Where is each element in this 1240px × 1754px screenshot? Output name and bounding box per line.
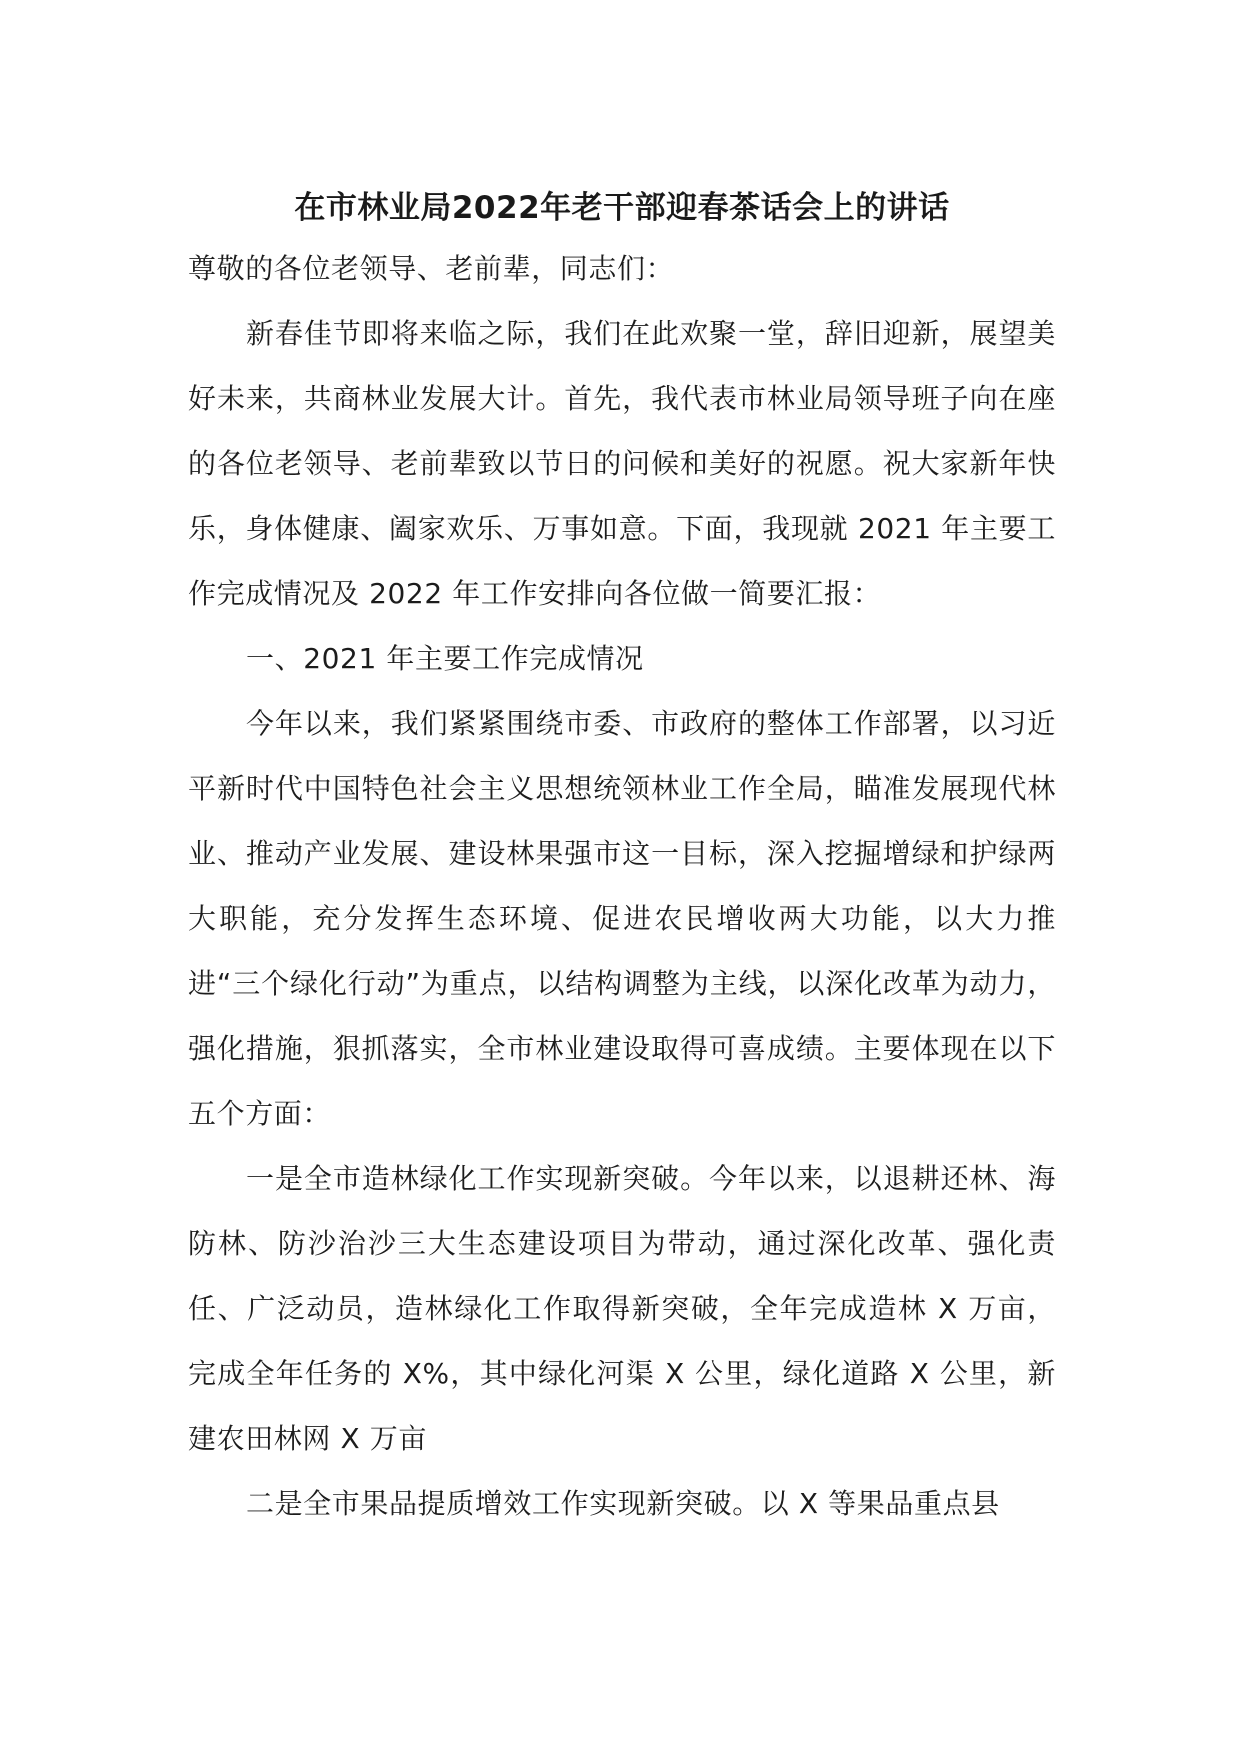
paragraph-overview: 今年以来，我们紧紧围绕市委、市政府的整体工作部署，以习近平新时代中国特色社会主义思想统领林业工作全局，瞄准发展现代林业、推动产业发展、建设林果强市这一目标，深入挖掘增绿和护绿两大职能，充分发挥生态环境、促进农民增收两大功能，以大力推进“三个绿化行动”为重点，以结构调整为主线，以深化改革为动力，强化措施，狠抓落实，全市林业建设取得可喜成绩。主要体现在以下五个方面： [188,707,1056,1130]
document-body [188,186,1056,1536]
section-heading-2021: 一、2021 年主要工作完成情况 [246,642,644,675]
salutation: 尊敬的各位老领导、老前辈，同志们： [188,252,675,285]
paragraph-fruit-quality: 二是全市果品提质增效工作实现新突破。以 X 等果品重点县 [246,1487,1000,1520]
document-title: 在市林业局2022年老干部迎春茶话会上的讲话 [294,190,950,226]
paragraph-opening: 新春佳节即将来临之际，我们在此欢聚一堂，辞旧迎新，展望美好未来，共商林业发展大计。首先，我代表市林业局领导班子向在座的各位老领导、老前辈致以节日的问候和美好的祝愿。祝大家新年快乐，身体健康、阖家欢乐、万事如意。下面，我现就 2021 年主要工作完成情况及 2022 年工作安排向各位做一简要汇报： [188,317,1056,610]
paragraph-afforestation: 一是全市造林绿化工作实现新突破。今年以来，以退耕还林、海防林、防沙治沙三大生态建设项目为带动，通过深化改革、强化责任、广泛动员，造林绿化工作取得新突破，全年完成造林 X 万亩，完成全年任务的 X%，其中绿化河渠 X 公里，绿化道路 X 公里，新建农田林网 X 万亩 [188,1162,1056,1455]
